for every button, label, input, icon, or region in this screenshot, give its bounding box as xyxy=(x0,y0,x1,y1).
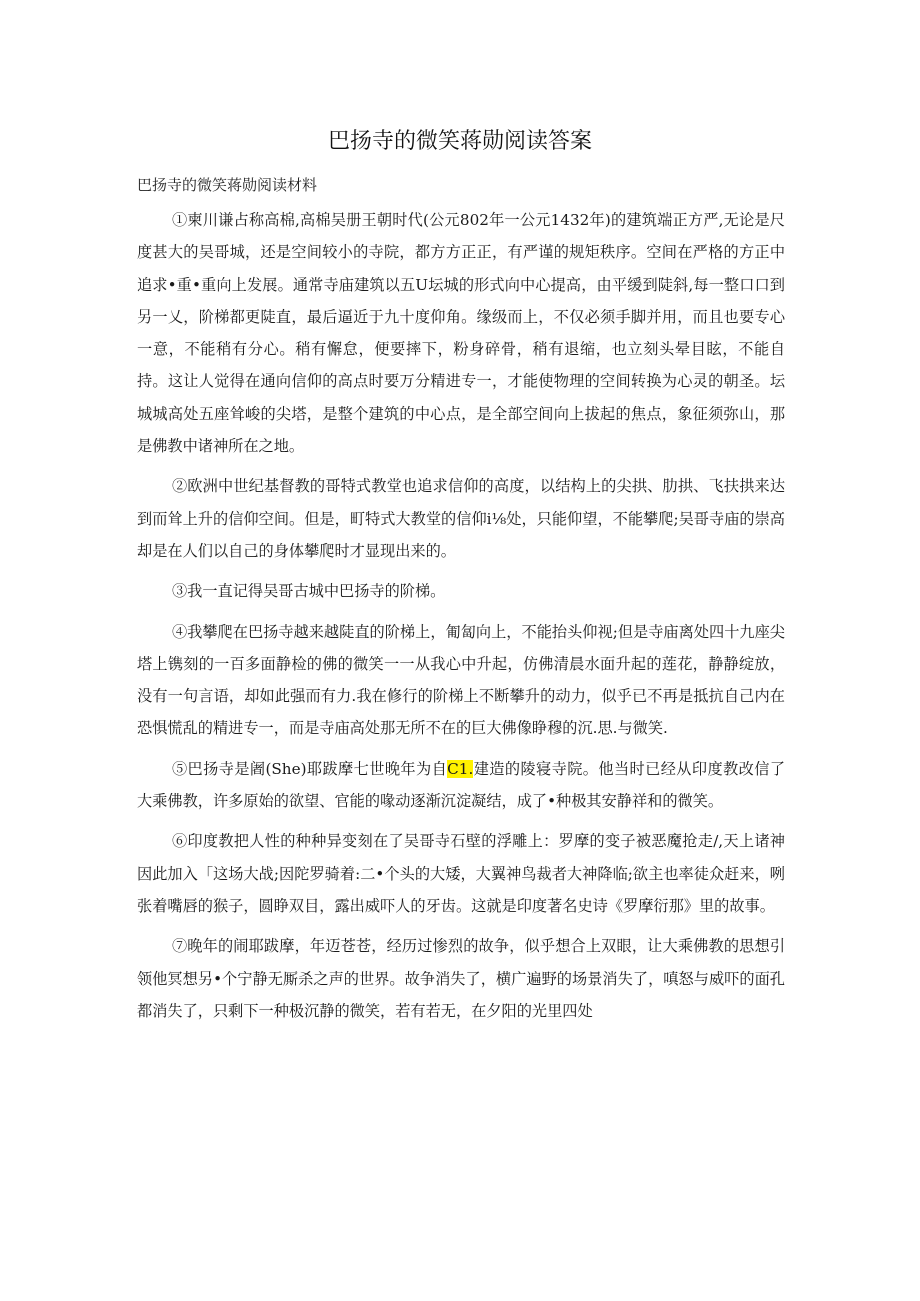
paragraph-3: ③我一直记得吴哥古城中巴扬寺的阶梯。 xyxy=(171,582,446,601)
paragraph-7: ⑦晚年的闹耶跋摩，年迈苍苍，经历过惨烈的故争，似乎想合上双眼，让大乘佛教的思想引领他冥想另•个宁静无厮杀之声的世界。故争消失了，横广遍野的场景消失了，嗔怒与威吓的面孔都消失了，只剩下一种极沉静的微笑，若有若无，在夕阳的光里四处 xyxy=(137,937,785,1020)
paragraph-5-before: ⑤巴扬寺是阇(She)耶跋摩七世晚年为自 xyxy=(171,759,448,778)
document-body xyxy=(137,204,785,1035)
document-title: 巴扬寺的微笑蒋勋阅读答案 xyxy=(327,129,592,154)
paragraph-4: ④我攀爬在巴扬寺越来越陡直的阶梯上，匍匐向上，不能抬头仰视;但是寺庙离处四十九座尖塔上镌刻的一百多面静检的佛的微笑一一从我心中升起，仿佛清晨水面升起的莲花，静静绽放，没有一句言语，却如此强而有力.我在修行的阶梯上不断攀升的动力，似乎已不再是抵抗自己内在恐惧慌乱的精进专一，而是寺庙高处那无所不在的巨大佛像睁穆的沉.思.与微笑. xyxy=(137,622,785,738)
paragraph-2: ②欧洲中世纪基督教的哥特式教堂也追求信仰的高度，以结构上的尖拱、肋拱、飞扶拱来达到而耸上升的信仰空间。但是，町特式大教堂的信仰i⅛处，只能仰望，不能攀爬;吴哥寺庙的崇高却是在人们以自己的身体攀爬时才显现出来的。 xyxy=(137,477,785,560)
document-subtitle: 巴扬寺的微笑蒋勋阅读材料 xyxy=(137,176,318,194)
paragraph-5-after: 建造的陵寝寺院。他当时已经从印度教改信了大乘佛教，许多原始的欲望、官能的喙动逐渐沉淀凝结，成了•种极其安静祥和的微笑。 xyxy=(137,759,786,811)
paragraph-5 xyxy=(137,753,785,818)
paragraph-1: ①柬川谦占称高棉,高棉吴册王朝时代(公元802年一公元1432年)的建筑端正方严,无论是尺度甚大的吴哥城，还是空间较小的寺院，都方方正正，有严谨的规矩秩序。空间在严格的方正中追求•重•重向上发展。通常寺庙建筑以五U坛城的形式向中心提高，由平缓到陡斜,每一整口口到另一乂，阶梯都更陡直，最后逼近于九十度仰角。缘级而上，不仅必须手脚并用，而且也要专心一意，不能稍有分心。稍有懈怠，便要摔下，粉身碎骨，稍有退缩，也立刻头晕目眩，不能自持。这让人觉得在通向信仰的高点时要万分精进专一，才能使物理的空间转换为心灵的朝圣。坛城城高处五座耸峻的尖塔，是整个建筑的中心点，是全部空间向上拔起的焦点，象征须弥山，那是佛教中诸神所在之地。 xyxy=(137,211,785,456)
paragraph-6: ⑥印度教把人性的种种异变刻在了吴哥寺石壁的浮雕上：罗摩的变子被恶魔抢走/,天上诸神因此加入「这场大战;因陀罗骑着:二•个头的大矮，大翼神鸟裁者大神降临;欲主也率徒众赶来，咧张着嘴唇的猴子，圆睁双目，露出威吓人的牙齿。这就是印度著名史诗《罗摩衍那》里的故事。 xyxy=(137,832,785,915)
highlighted-text: C1. xyxy=(447,759,474,778)
